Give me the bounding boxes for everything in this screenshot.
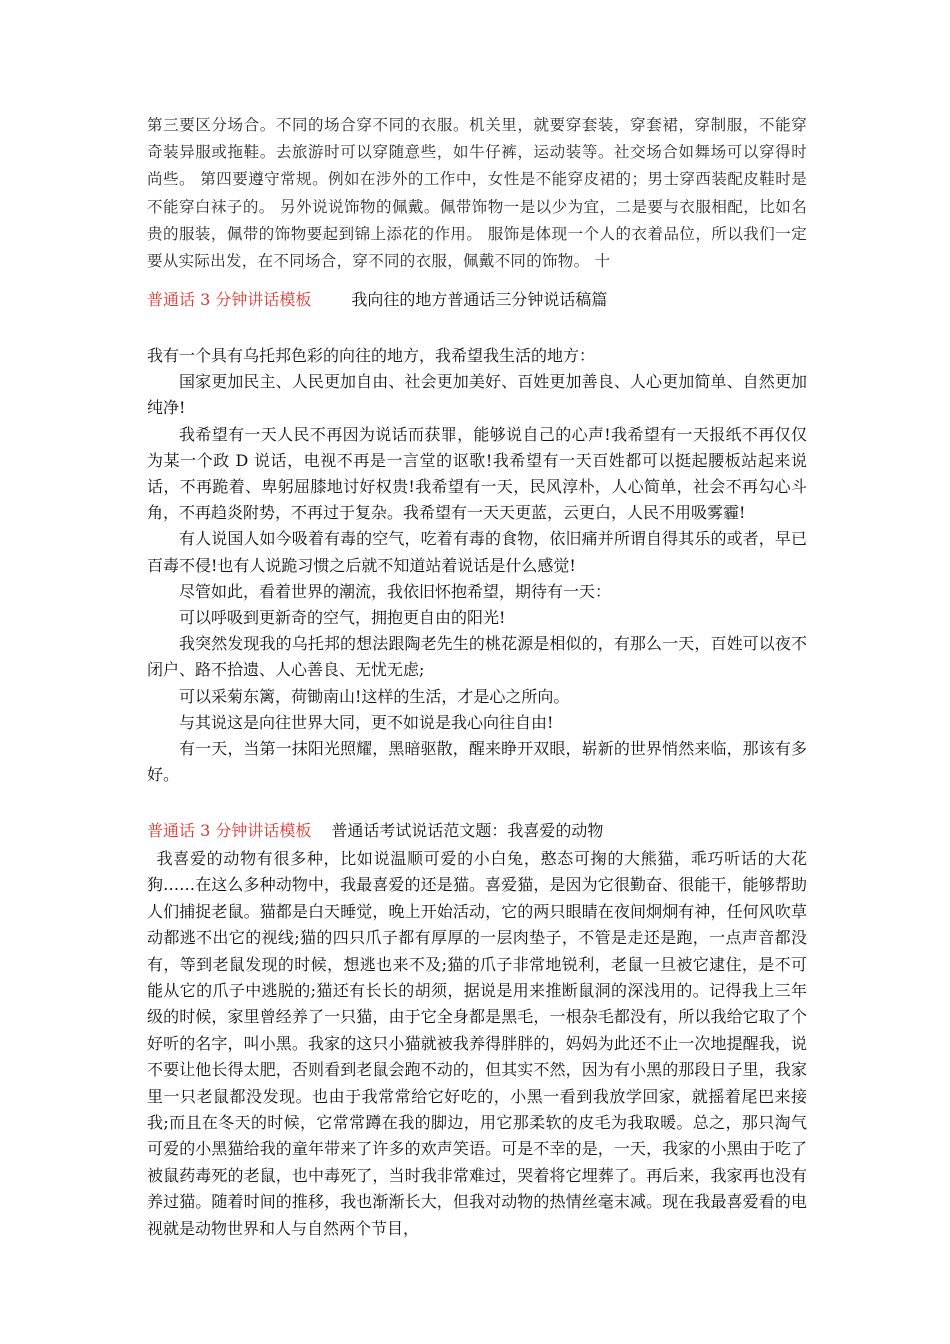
heading-title: 普通话考试说话范文题：我喜爱的动物 bbox=[331, 821, 604, 840]
essay-paragraph: 可以采菊东篱，荷锄南山!这样的生活，才是心之所向。 bbox=[179, 686, 570, 706]
section-heading-favorite-animal bbox=[147, 819, 603, 843]
essay-paragraph: 我希望有一天人民不再因为说话而获罪，能够说自己的心声!我希望有一天报纸不再仅仅为某一个政 D 说话，电视不再是一言堂的讴歌!我希望有一天百姓都可以挺起腰板站起来说话，不再跪着、卑躬屈膝地讨好权贵!我希望有一天，民风淳朴，人心简单，社会不再勾心斗角，不再趋炎附势，不再过于复杂。我希望有一天天更蓝，云更白，人民不用吸雾霾! bbox=[147, 424, 807, 523]
essay-paragraph: 我突然发现我的乌托邦的想法跟陶老先生的桃花源是相似的，有那么一天，百姓可以夜不闭户、路不拾遗、人心善良、无忧无虑; bbox=[147, 634, 807, 680]
essay-paragraph: 可以呼吸到更新奇的空气，拥抱更自由的阳光! bbox=[179, 608, 506, 628]
essay-paragraph: 国家更加民主、人民更加自由、社会更加美好、百姓更加善良、人心更加简单、自然更加纯净! bbox=[147, 372, 807, 418]
section-heading-dream-place bbox=[147, 288, 607, 312]
essay-paragraph: 有人说国人如今吸着有毒的空气，吃着有毒的食物，依旧痛并所谓自得其乐的或者，早已百毒不侵!也有人说跪习惯之后就不知道站着说话是什么感觉! bbox=[147, 529, 807, 575]
dream-place-essay bbox=[147, 343, 807, 788]
template-label: 普通话 3 分钟讲话模板 bbox=[147, 290, 312, 309]
favorite-animal-essay bbox=[147, 846, 807, 1242]
template-label: 普通话 3 分钟讲话模板 bbox=[147, 821, 312, 840]
essay-paragraph: 尽管如此，看着世界的潮流，我依旧怀抱希望，期待有一天： bbox=[179, 581, 612, 601]
essay-paragraph: 有一天，当第一抹阳光照耀，黑暗驱散，醒来睁开双眼，崭新的世界悄然来临，那该有多好。 bbox=[147, 739, 807, 785]
heading-title: 我向往的地方普通话三分钟说话稿篇 bbox=[351, 290, 608, 309]
clothing-etiquette-paragraph: 第三要区分场合。不同的场合穿不同的衣服。机关里，就要穿套装，穿套裙，穿制服，不能穿奇装异服或拖鞋。去旅游时可以穿随意些，如牛仔裤，运动装等。社交场合如舞场可以穿得时尚些。 第四要遵守常规。例如在涉外的工作中，女性是不能穿皮裙的；男士穿西装配皮鞋时是不能穿白袜子的。 另外说说饰物的佩戴。佩带饰物一是以少为宜，二是要与衣服相配，比如名贵的服装，佩带的饰物要起到锦上添花的作用。 服饰是体现一个人的衣着品位，所以我们一定要从实际出发，在不同场合，穿不同的衣服，佩戴不同的饰物。 十 bbox=[147, 116, 807, 271]
essay-paragraph: 与其说这是向往世界大同，更不如说是我心向往自由! bbox=[179, 712, 554, 732]
essay-paragraph: 我有一个具有乌托邦色彩的向往的地方，我希望我生活的地方： bbox=[147, 346, 596, 365]
essay-paragraph: 我喜爱的动物有很多种，比如说温顺可爱的小白兔，憨态可掬的大熊猫，乖巧听话的大花狗……在这么多种动物中，我最喜爱的还是猫。喜爱猫，是因为它很勤奋、很能干，能够帮助人们捕捉老鼠。猫都是白天睡觉，晚上开始活动，它的两只眼睛在夜间炯炯有神，任何风吹草动都逃不出它的视线;猫的四只爪子都有厚厚的一层肉垫子，不管是走还是跑，一点声音都没有，等到老鼠发现的时候，想逃也来不及;猫的爪子非常地锐利，老鼠一旦被它逮住，是不可能从它的爪子中逃脱的;猫还有长长的胡须，据说是用来推断鼠洞的深浅用的。记得我上三年级的时候，家里曾经养了一只猫，由于它全身都是黑毛，一根杂毛都没有，所以我给它取了个好听的名字，叫小黑。我家的这只小猫就被我养得胖胖的，妈妈为此还不止一次地提醒我，说不要让他长得太肥，否则看到老鼠会跑不动的，但其实不然，因为有小黑的那段日子里，我家里一只老鼠都没发现。也由于我常常给它好吃的，小黑一看到我放学回家，就摇着尾巴来接我;而且在冬天的时候，它常常蹲在我的脚边，用它那柔软的皮毛为我取暖。总之，那只淘气可爱的小黑猫给我的童年带来了许多的欢声笑语。可是不幸的是，一天，我家的小黑由于吃了被鼠药毒死的老鼠，也中毒死了，当时我非常难过，哭着将它埋葬了。再后来，我家再也没有养过猫。随着时间的推移，我也渐渐长大，但我对动物的热情丝毫末减。现在我最喜爱看的电视就是动物世界和人与自然两个节目， bbox=[147, 849, 807, 1238]
